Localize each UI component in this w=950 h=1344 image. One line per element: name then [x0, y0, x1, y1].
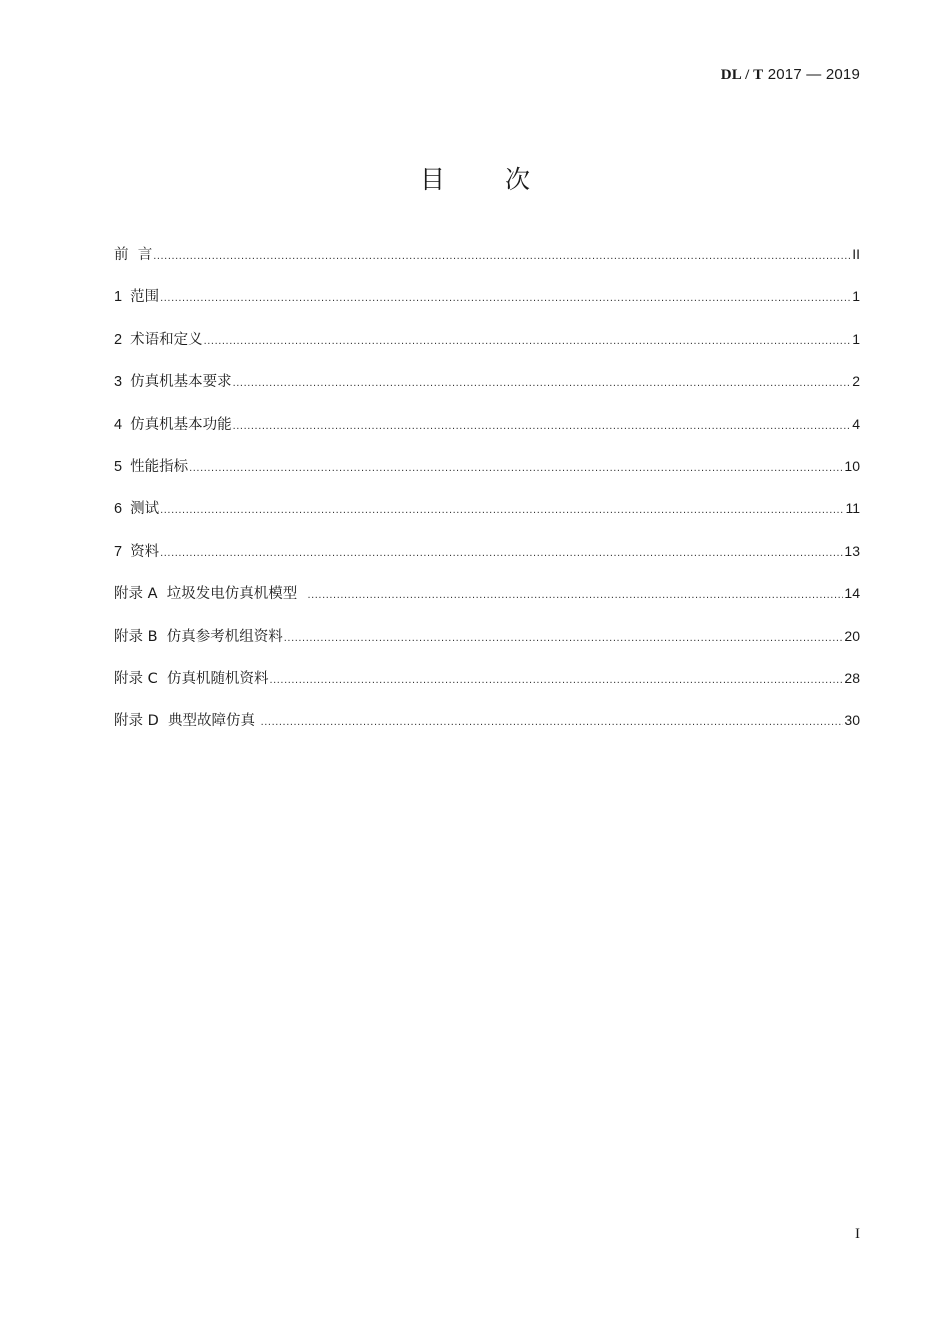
toc-leader-dots — [269, 670, 843, 690]
toc-entry-label: 术语和定义 — [130, 331, 203, 348]
toc-leader-dots — [160, 288, 851, 308]
toc-entry-page: 2 — [852, 373, 860, 390]
toc-entry-page: 10 — [844, 457, 860, 474]
toc-entry-page: 4 — [852, 415, 860, 432]
toc-entry-page: 11 — [845, 500, 860, 517]
toc-leader-dots — [284, 628, 844, 648]
toc-entry-testing[interactable] — [114, 498, 860, 540]
toc-leader-dots — [261, 712, 844, 732]
toc-leader-dots — [233, 416, 852, 436]
toc-entry-number: 3 — [114, 374, 131, 391]
toc-entry-scope[interactable] — [114, 286, 860, 328]
toc-leader-dots — [204, 331, 852, 351]
toc-leader-dots — [189, 458, 843, 478]
toc-entry-page: 20 — [844, 627, 860, 644]
page-number: I — [855, 1226, 860, 1242]
toc-entry-label: 测试 — [130, 501, 160, 518]
toc-title: 目 次 — [420, 165, 556, 194]
toc-entry-page: 1 — [852, 288, 860, 305]
toc-entry-basic-requirements[interactable] — [114, 371, 860, 413]
table-of-contents — [114, 244, 860, 753]
toc-entry-label: 附录 D 典型故障仿真 — [114, 713, 260, 730]
toc-entry-number: 6 — [114, 501, 131, 518]
toc-entry-label: 前 言 — [114, 247, 153, 263]
toc-entry-label: 仿真机基本功能 — [130, 416, 232, 433]
toc-entry-appendix-d[interactable] — [114, 710, 860, 752]
toc-entry-appendix-b[interactable] — [114, 626, 860, 668]
standard-code-number: 2017 — 2019 — [763, 66, 860, 83]
toc-entry-page: 30 — [844, 712, 860, 729]
toc-entry-page: II — [852, 246, 860, 262]
toc-entry-label: 附录 A 垃圾发电仿真机模型 — [114, 586, 307, 603]
toc-entry-page: 1 — [852, 330, 860, 347]
toc-entry-basic-functions[interactable] — [114, 414, 860, 456]
toc-entry-performance[interactable] — [114, 456, 860, 498]
toc-entry-label: 附录 C 仿真机随机资料 — [114, 670, 269, 687]
toc-entry-number: 2 — [114, 331, 131, 348]
toc-entry-appendix-c[interactable] — [114, 668, 860, 710]
toc-entry-number: 5 — [114, 458, 131, 475]
standard-code-prefix: DL / T — [720, 67, 764, 83]
toc-entry-number: 1 — [114, 289, 131, 306]
toc-entry-terms[interactable] — [114, 329, 860, 371]
toc-leader-dots — [160, 500, 844, 520]
toc-entry-documents[interactable] — [114, 541, 860, 583]
toc-entry-number: 7 — [114, 543, 131, 560]
toc-entry-number: 4 — [114, 416, 131, 433]
toc-entry-page: 14 — [844, 585, 860, 602]
toc-leader-dots — [233, 373, 852, 393]
toc-entry-preface[interactable] — [114, 244, 860, 286]
standard-code — [721, 66, 860, 84]
toc-entry-page: 28 — [844, 669, 860, 686]
toc-entry-appendix-a[interactable] — [114, 583, 860, 625]
toc-entry-page: 13 — [844, 542, 860, 559]
toc-entry-label: 附录 B 仿真参考机组资料 — [114, 628, 283, 645]
toc-entry-label: 范围 — [130, 289, 160, 306]
toc-leader-dots — [307, 585, 843, 605]
toc-entry-label: 性能指标 — [130, 458, 189, 475]
toc-entry-label: 仿真机基本要求 — [130, 374, 232, 391]
toc-leader-dots — [160, 543, 843, 563]
toc-leader-dots — [153, 246, 851, 266]
toc-entry-label: 资料 — [130, 543, 160, 560]
